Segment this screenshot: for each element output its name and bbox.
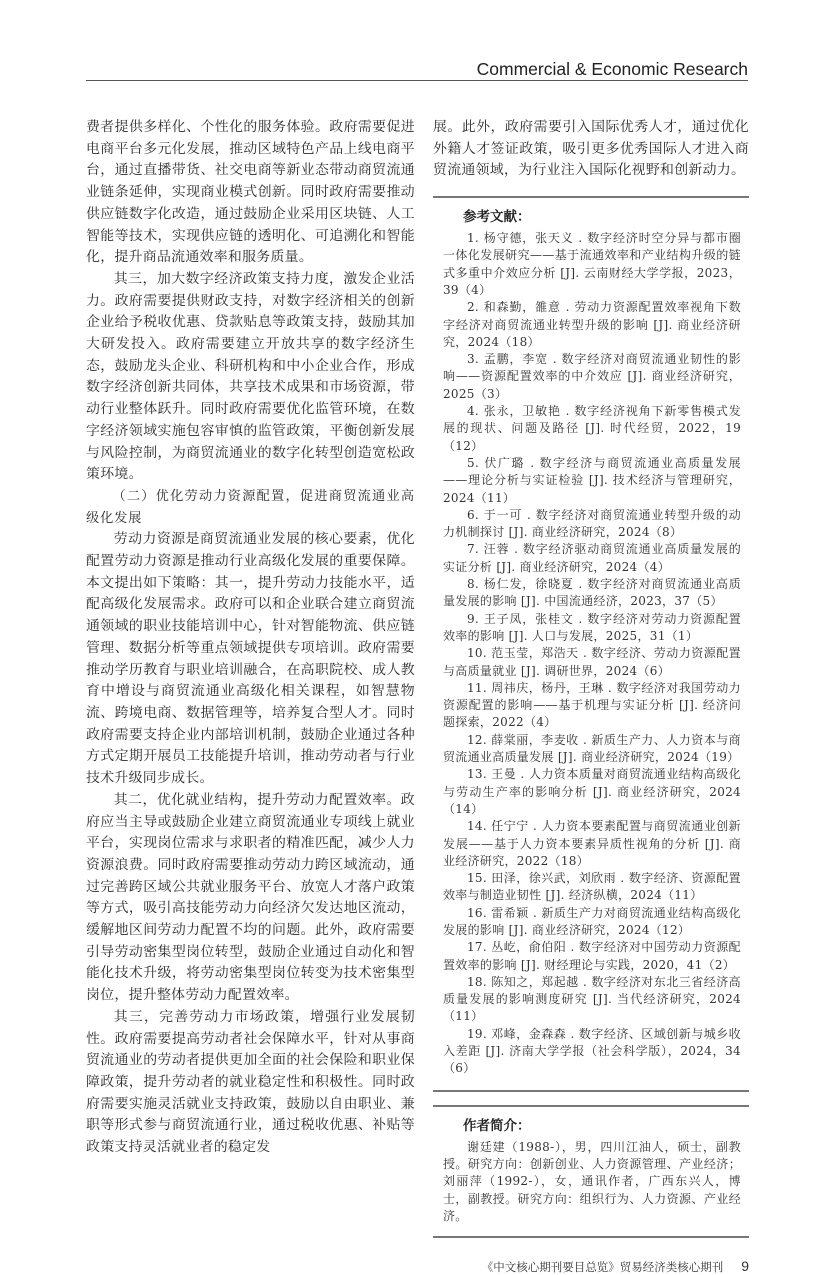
author-intro-text: 谢廷建（1988-），男，四川江油人，硕士，副教授。研究方向：创新创业、人力资源管理、产业经济；刘丽萍（1992-），女，通讯作者，广西东兴人，博士，副教授。研究方向：组织行为、人力资源、产业经济。 [443,1139,741,1224]
reference-item: 12. 薛棠丽，李麦收 . 新质生产力、人力资本与商贸流通业高质量发展 [J]. 商业经济研究，2024（19） [443,732,741,765]
author-top-rule [433,1105,749,1107]
body-paragraph: 其三，加大数字经济政策支持力度，激发企业活力。政府需要提供财政支持，对数字经济相关的创新企业给予税收优惠、贷款贴息等政策支持，鼓励其加大研发投入。政府需要建立开放共享的数字经济生态，鼓励龙头企业、科研机构和中小企业合作，形成数字经济创新共同体，共享技术成果和市场资源，带动行业整体跃升。同时政府需要优化监管环境，在数字经济领域实施包容审慎的监管政策，平衡创新发展与风险控制，为商贸流通业的数字化转型创造宽松政策环境。 [86,270,415,483]
references-heading: 参考文献： [463,209,531,226]
references-list [443,230,741,1078]
reference-item: 15. 田泽，徐兴武，刘欣雨 . 数字经济、资源配置效率与制造业韧性 [J]. 经济纵横，2024（11） [443,871,741,903]
body-paragraph: 其三，完善劳动力市场政策，增强行业发展韧性。政府需要提高劳动者社会保障水平，针对从事商贸流通业的劳动者提供更加全面的社会保险和职业保障政策，提升劳动者的就业稳定性和积极性。同时政府需要实施灵活就业支持政策，鼓励以自由职业、兼职等形式参与商贸流通行业，通过税收优惠、补贴等政策支持灵活就业者的稳定发 [86,1008,415,1156]
reference-item: 8. 杨仁发，徐晓夏 . 数字经济对商贸流通业高质量发展的影响 [J]. 中国流通经济，2023，37（5） [443,577,741,609]
left-column [86,117,415,1159]
reference-item: 16. 雷希颖 . 新质生产力对商贸流通业结构高级化发展的影响 [J]. 商业经济研究，2024（12） [443,905,741,937]
references-top-rule [433,196,749,198]
reference-item: 10. 范玉莹，郑浩天 . 数字经济、劳动力资源配置与高质量就业 [J]. 调研世界，2024（6） [443,646,741,678]
reference-item: 14. 任宁宁 . 人力资本要素配置与商贸流通业创新发展——基于人力资本要素异质性视角的分析 [J]. 商业经济研究，2022（18） [443,819,741,868]
author-bottom-rule [433,1236,749,1238]
right-column-text [433,117,749,182]
header-rule [86,80,748,81]
page-number: 9 [741,1257,749,1274]
author-intro-heading: 作者简介： [463,1117,531,1134]
reference-item: 3. 孟鹏，李宽 . 数字经济对商贸流通业韧性的影响——资源配置效率的中介效应 [J]. 商业经济研究，2025（3） [443,352,741,401]
references-bottom-rule [433,1090,749,1092]
reference-item: 11. 周祎庆，杨丹，王琳 . 数字经济对我国劳动力资源配置的影响——基于机理与实证分析 [J]. 经济问题探索，2022（4） [443,680,741,730]
reference-item: 19. 邓峰，金森森 . 数字经济、区域创新与城乡收入差距 [J]. 济南大学学报（社会科学版），2024，34（6） [443,1026,741,1076]
reference-item: 13. 王曼 . 人力资本质量对商贸流通业结构高级化与劳动生产率的影响分析 [J]. 商业经济研究，2024（14） [443,767,741,816]
reference-item: 5. 伏广璐 . 数字经济与商贸流通业高质量发展——理论分析与实证检验 [J]. 技术经济与管理研究，2024（11） [443,455,741,505]
reference-item: 4. 张永，卫敏艳 . 数字经济视角下新零售模式发展的现状、问题及路径 [J]. 时代经贸，2022，19（12） [443,404,741,453]
footer [433,1258,749,1275]
author-intro [443,1139,741,1226]
reference-item: 18. 陈知之，郑起越 . 数字经济对东北三省经济高质量发展的影响测度研究 [J]. 当代经济研究，2024（11） [443,974,741,1024]
body-paragraph: 劳动力资源是商贸流通业发展的核心要素，优化配置劳动力资源是推动行业高级化发展的重要保障。本文提出如下策略：其一，提升劳动力技能水平，适配高级化发展需求。政府可以和企业联合建立商贸流通领域的职业技能培训中心，针对智能物流、供应链管理、数据分析等重点领域提供专项培训。政府需要推动学历教育与职业培训融合，在高职院校、成人教育中增设与商贸流通业高级化相关课程，如智慧物流、跨境电商、数据管理等，培养复合型人才。同时政府需要支持企业内部培训机制，鼓励企业通过各种方式定期开展员工技能提升培训，推动劳动者与行业技术升级同步成长。 [86,531,415,787]
body-paragraph: 费者提供多样化、个性化的服务体验。政府需要促进电商平台多元化发展，推动区域特色产品上线电商平台，通过直播带货、社交电商等新业态带动商贸流通业链条延伸，实现商业模式创新。同时政府需要推动供应链数字化改造，通过鼓励企业采用区块链、人工智能等技术，实现供应链的透明化、可追溯化和智能化，提升商品流通效率和服务质量。 [86,119,415,266]
body-paragraph: 其二，优化就业结构，提升劳动力配置效率。政府应当主导或鼓励企业建立商贸流通业专项线上就业平台，实现岗位需求与求职者的精准匹配，减少人力资源浪费。同时政府需要推动劳动力跨区域流动，通过完善跨区域公共就业服务平台、放宽人才落户政策等方式，吸引高技能劳动力向经济欠发达地区流动，缓解地区间劳动力配置不均的问题。此外，政府需要引导劳动密集型岗位转型，鼓励企业通过自动化和智能化技术升级，将劳动密集型岗位转变为技术密集型岗位，提升整体劳动力配置效率。 [86,791,415,1004]
body-paragraph: 展。此外，政府需要引入国际优秀人才，通过优化外籍人才签证政策，吸引更多优秀国际人才进入商贸流通领域，为行业注入国际化视野和创新动力。 [433,119,749,179]
reference-item: 9. 王子凤，张桂文 . 数字经济对劳动力资源配置效率的影响 [J]. 人口与发展，2025，31（1） [443,611,741,643]
reference-item: 1. 杨守德，张天义 . 数字经济时空分异与都市圈一体化发展研究——基于流通效率和产业结构升级的链式多重中介效应分析 [J]. 云南财经大学学报，2023，39（4） [443,231,741,297]
section-subheading: （二）优化劳动力资源配置，促进商贸流通业高级化发展 [86,488,415,526]
right-column [433,117,749,1275]
reference-item: 2. 和森勤，雒意 . 劳动力资源配置效率视角下数字经济对商贸流通业转型升级的影响 [J]. 商业经济研究，2024（18） [443,300,741,349]
reference-item: 7. 汪蓉 . 数字经济驱动商贸流通业高质量发展的实证分析 [J]. 商业经济研究，2024（4） [443,542,741,574]
reference-item: 6. 于一可 . 数字经济对商贸流通业转型升级的动力机制探讨 [J]. 商业经济研究，2024（8） [443,507,741,540]
footer-text: 《中文核心期刊要目总览》贸易经济类核心期刊 [481,1259,724,1274]
journal-title: Commercial & Economic Research [476,59,748,79]
reference-item: 17. 丛屹，俞伯阳 . 数字经济对中国劳动力资源配置效率的影响 [J]. 财经理论与实践，2020，41（2） [443,940,741,972]
